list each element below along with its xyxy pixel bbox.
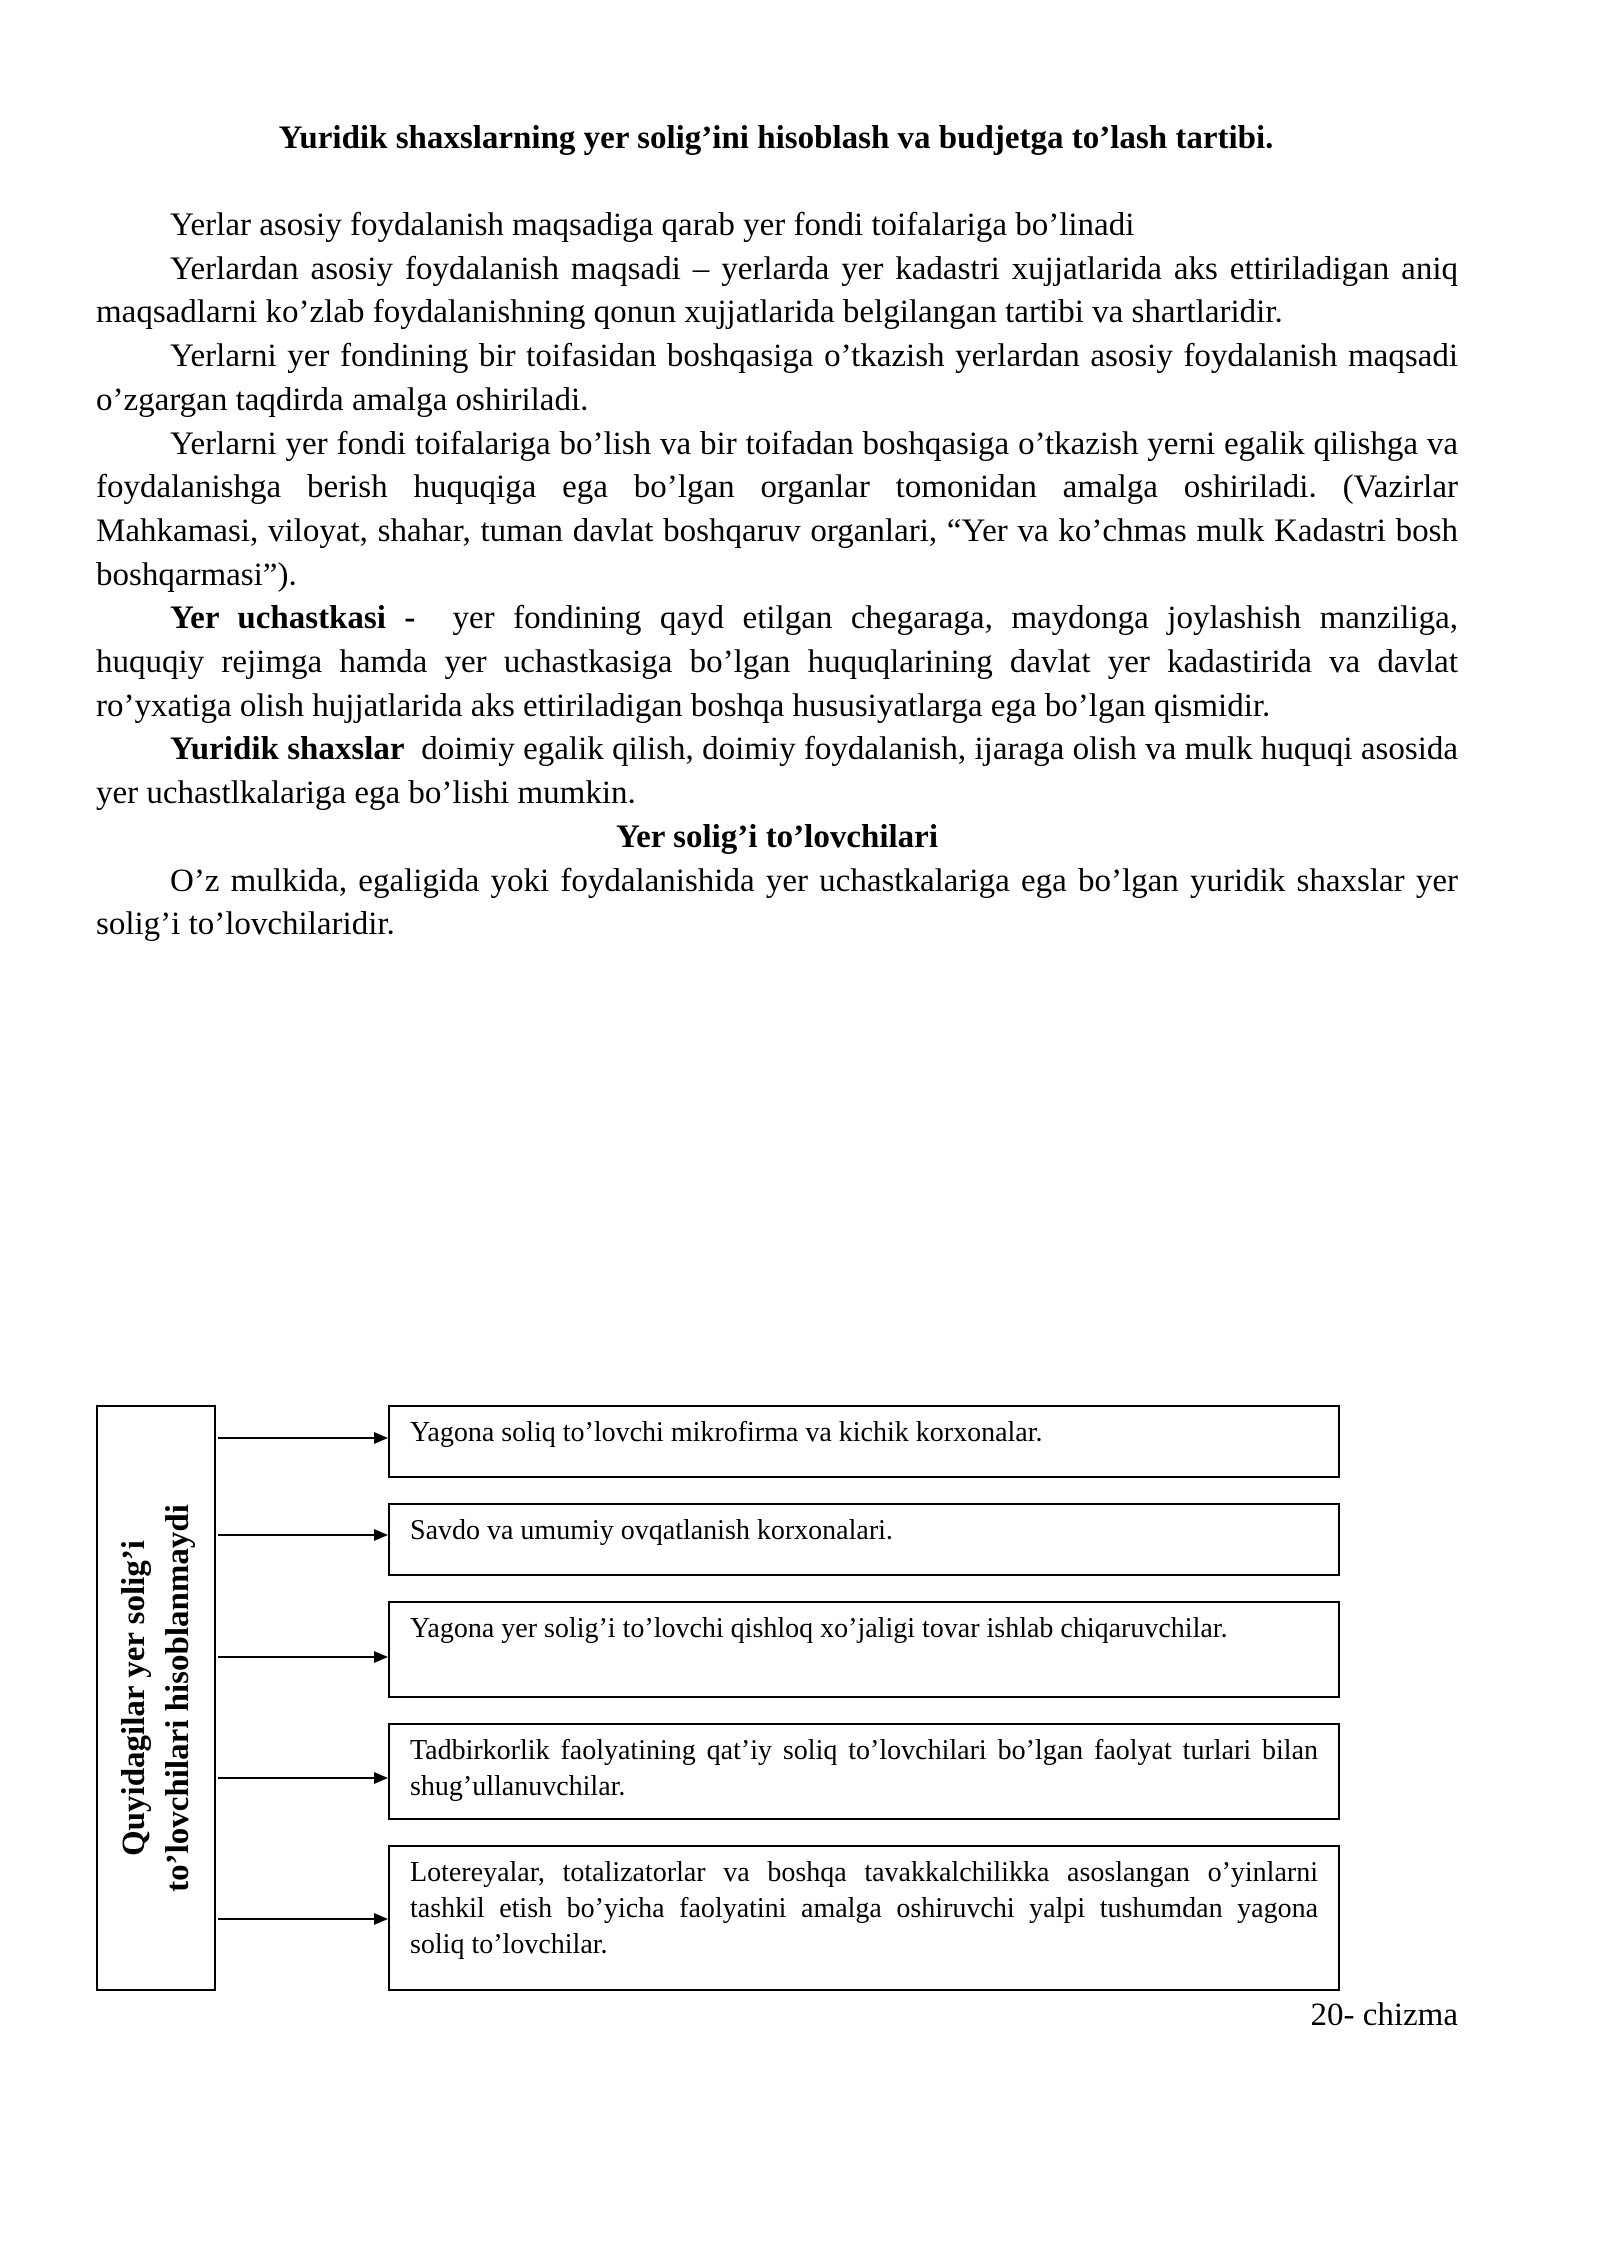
paragraph: O’z mulkida, egaligida yoki foydalanishida yer uchastkalariga ega bo’lgan yuridik shaxslar yer solig’i to’lovchilaridir. [96,862,1458,943]
subheading: Yer solig’i to’lovchilari [615,818,938,855]
paragraph: Yerlar asosiy foydalanish maqsadiga qarab yer fondi toifalariga bo’linadi [170,207,1135,243]
term-yuridik-shaxslar: Yuridik shaxslar [170,731,405,768]
page-title: Yuridik shaxslarning yer solig’ini hisoblash va budjetga to’lash tartibi. [278,120,1274,156]
arrow-icon [218,1525,388,1545]
paragraph [96,597,1458,728]
diagram-item-box: Yagona soliq to’lovchi mikrofirma va kichik korxonalar. [388,1405,1340,1478]
diagram-item-box: Yagona yer solig’i to’lovchi qishloq xo’jaligi tovar ishlab chiqaruvchilar. [388,1601,1340,1698]
paragraph-text: yer fondining qayd etilgan chegaraga, maydonga joylashish manziliga, huquqiy rejimga hamda yer uchastkasiga bo’lgan huquqlarining davlat yer kadastirida va davlat ro’yxatiga olish hujjatlarida aks ettiriladigan boshqa hususiyatlarga ega bo’lgan qismidir. [96,600,1459,724]
paragraph: Yerlardan asosiy foydalanish maqsadi – yerlarda yer kadastri xujjatlarida aks ettiriladigan aniq maqsadlarni ko’zlab foydalanishning qonun xujjatlarida belgilangan tartibi va shartlaridir. [96,250,1458,331]
diagram-item-box: Tadbirkorlik faolyatining qat’iy soliq to’lovchilari bo’lgan faolyat turlari bilan shug’ullanuvchilar. [388,1723,1340,1820]
diagram-source-label-line: to’lovchilari hisoblanmaydi [160,1504,196,1892]
paragraph-text: doimiy egalik qilish, doimiy foydalanish, ijaraga olish va mulk huquqi asosida yer uchastlkalariga ega bo’lishi mumkin. [96,731,1459,812]
diagram-source-label-line: Quyidagilar yer solig’i [116,1540,152,1856]
arrow-icon [218,1647,388,1667]
paragraph: Yerlarni yer fondining bir toifasidan boshqasiga o’tkazish yerlardan asosiy foydalanish maqsadi o’zgargan taqdirda amalga oshiriladi. [96,338,1458,418]
diagram-source-label [112,1418,200,1978]
diagram-item-box: Savdo va umumiy ovqatlanish korxonalari. [388,1503,1340,1576]
diagram-source-box [96,1405,216,1991]
diagram-item-box: Lotereyalar, totalizatorlar va boshqa tavakkalchilikka asoslangan o’yinlarni tashkil etish bo’yicha faolyatini amalga oshiruvchi yalpi tushumdan yagona soliq to’lovchilar. [388,1845,1340,1991]
paragraph: Yerlarni yer fondi toifalariga bo’lish va bir toifadan boshqasiga o’tkazish yerni egalik qilishga va foydalanishga berish huquqiga ega bo’lgan organlar tomonidan amalga oshiriladi. (Vazirlar Mahkamasi, viloyat, shahar, tuman davlat boshqaruv organlari, “Yer va ko’chmas mulk Kadastri bosh boshqarmasi”). [96,425,1458,593]
body-text [96,204,1458,947]
arrow-icon [218,1768,388,1788]
arrow-icon [218,1428,388,1448]
term-yer-uchastkasi: Yer uchastkasi - [170,600,416,637]
arrow-icon [218,1909,388,1929]
paragraph [96,728,1458,815]
figure-caption: 20- chizma [1310,1997,1458,2033]
